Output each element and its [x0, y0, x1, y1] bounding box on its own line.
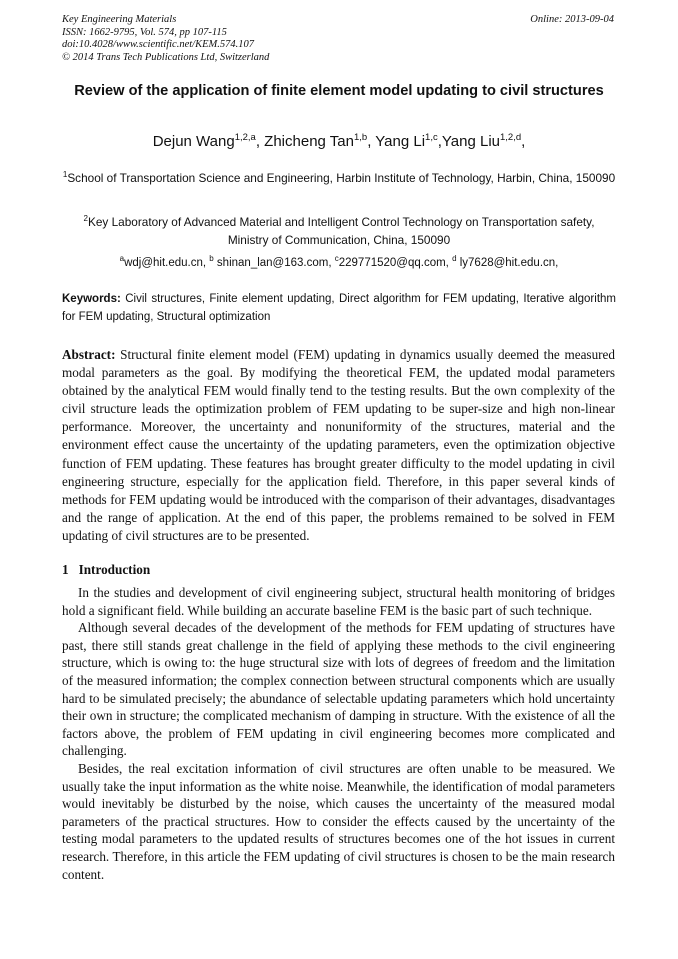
email-link[interactable]: wdj@hit.edu.cn,	[124, 256, 210, 269]
author-name: Dejun Wang	[152, 133, 235, 150]
affiliation-1	[62, 166, 616, 187]
email-link[interactable]: shinan_lan@163.com,	[213, 256, 335, 269]
author-sep: ,	[437, 133, 442, 150]
author-sep: ,	[255, 133, 265, 150]
author-affil-sup: 1,b	[353, 132, 368, 143]
journal-name: Key Engineering Materials	[62, 14, 177, 25]
email-link[interactable]: ly7628@hit.edu.cn,	[456, 256, 559, 269]
paper-title: Review of the application of finite element model updating to civil structures	[74, 83, 604, 99]
keywords	[62, 290, 616, 326]
abstract	[62, 346, 615, 545]
body-paragraph: Besides, the real excitation information of civil structures are often unable to be measured. We usually take the input information as the white noise. Meanwhile, the identification of modal parameters would inevitably be disturbed by the noise, which causes the uncertainty of the measured modal parameters of the practical structures. How to consider the effects caused by the uncertainty of the testing modal parameters to the updated results of structures becomes one of the hot issues in current research. Therefore, in this article the FEM updating of civil structures is chosen to be the main research content.	[62, 760, 615, 882]
affiliation-2	[62, 210, 616, 249]
copyright-line: © 2014 Trans Tech Publications Ltd, Switzerland	[62, 51, 270, 63]
author-sep: ,	[367, 133, 376, 150]
email-sup: b	[209, 254, 214, 263]
keywords-text: Civil structures, Finite element updating, Direct algorithm for FEM updating, Iterative algorithm for FEM updating, Structural optimization	[62, 293, 616, 323]
author-name: Yang Liu	[441, 133, 500, 150]
online-date: Online: 2013-09-04	[530, 14, 614, 25]
email-sup: c	[334, 254, 339, 263]
affiliation-sup: 2	[83, 214, 88, 223]
affiliation-text: Key Laboratory of Advanced Material and Intelligent Control Technology on Transportation safety, Ministry of Communication, China, 150090	[87, 214, 595, 247]
body-paragraph: In the studies and development of civil engineering subject, structural health monitoring of bridges hold a significant field. While building an accurate baseline FEM is the basic part of such technique.	[62, 585, 615, 618]
section-number: 1	[62, 562, 69, 577]
email-link[interactable]: 229771520@qq.com,	[338, 256, 453, 269]
section-heading	[62, 562, 150, 578]
affiliation-sup: 1	[62, 170, 68, 179]
author-affil-sup: 1,2,a	[234, 132, 256, 143]
issn-line: ISSN: 1662-9795, Vol. 574, pp 107-115	[62, 26, 227, 38]
body-paragraph: Although several decades of the development of the methods for FEM updating of structures have past, there still stands great challenge in the field of applying these methods to the civil engineering structure, which is owing to: the huge structural size with lots of degrees of freedom and the limitation of the measured information; the complex connection between structural components which are usually hard to be simulated precisely; the abundance of selectable updating parameters which hold uncertainty their own in structure; the complicated mechanism of damping in structure. With the existence of all the factors above, the problem of FEM updating in civil engineering becomes more complicated and challenging.	[62, 620, 615, 759]
introduction-body	[62, 584, 615, 883]
author-sep: ,	[521, 133, 526, 150]
author-list	[62, 132, 616, 150]
email-sup: d	[452, 254, 457, 263]
abstract-label: Abstract:	[62, 347, 116, 362]
author-name: Zhicheng Tan	[264, 133, 354, 150]
email-list	[62, 254, 616, 269]
author-name: Yang Li	[375, 133, 426, 150]
author-affil-sup: 1,c	[425, 132, 438, 143]
email-sup: a	[119, 254, 125, 263]
journal-header	[62, 14, 269, 64]
abstract-text: Structural finite element model (FEM) updating in dynamics usually deemed the measured modal parameters as the goal. By modifying the theoretical FEM, the updated modal parameters obtained by the analytical FEM would finally tend to the testing results. But the own complexity of the civil structure leads the optimization problem of FEM updating to be super-size and high non-linear performance. Moreover, the uncertainty and nonuniformity of the structures, material and the environment effect cause the uncertainty of the updating parameters, even the optimization objective function of FEM updating. These features has brought greater difficulty to the model updating in civil engineering structure, especially for the application field. Therefore, in this paper several kinds of methods for FEM updating would be introduced with the comparison of their advantages, disadvantages and the range of application. At the end of this paper, the problems remained to be solved in FEM updating of civil structures are to be presented.	[62, 347, 615, 543]
keywords-label: Keywords:	[62, 293, 121, 305]
section-title: Introduction	[78, 562, 151, 577]
affiliation-text: School of Transportation Science and Engineering, Harbin Institute of Technology, Harbin, China, 150090	[67, 170, 616, 185]
author-affil-sup: 1,2,d	[500, 132, 522, 143]
doi-line: doi:10.4028/www.scientific.net/KEM.574.107	[62, 39, 254, 50]
